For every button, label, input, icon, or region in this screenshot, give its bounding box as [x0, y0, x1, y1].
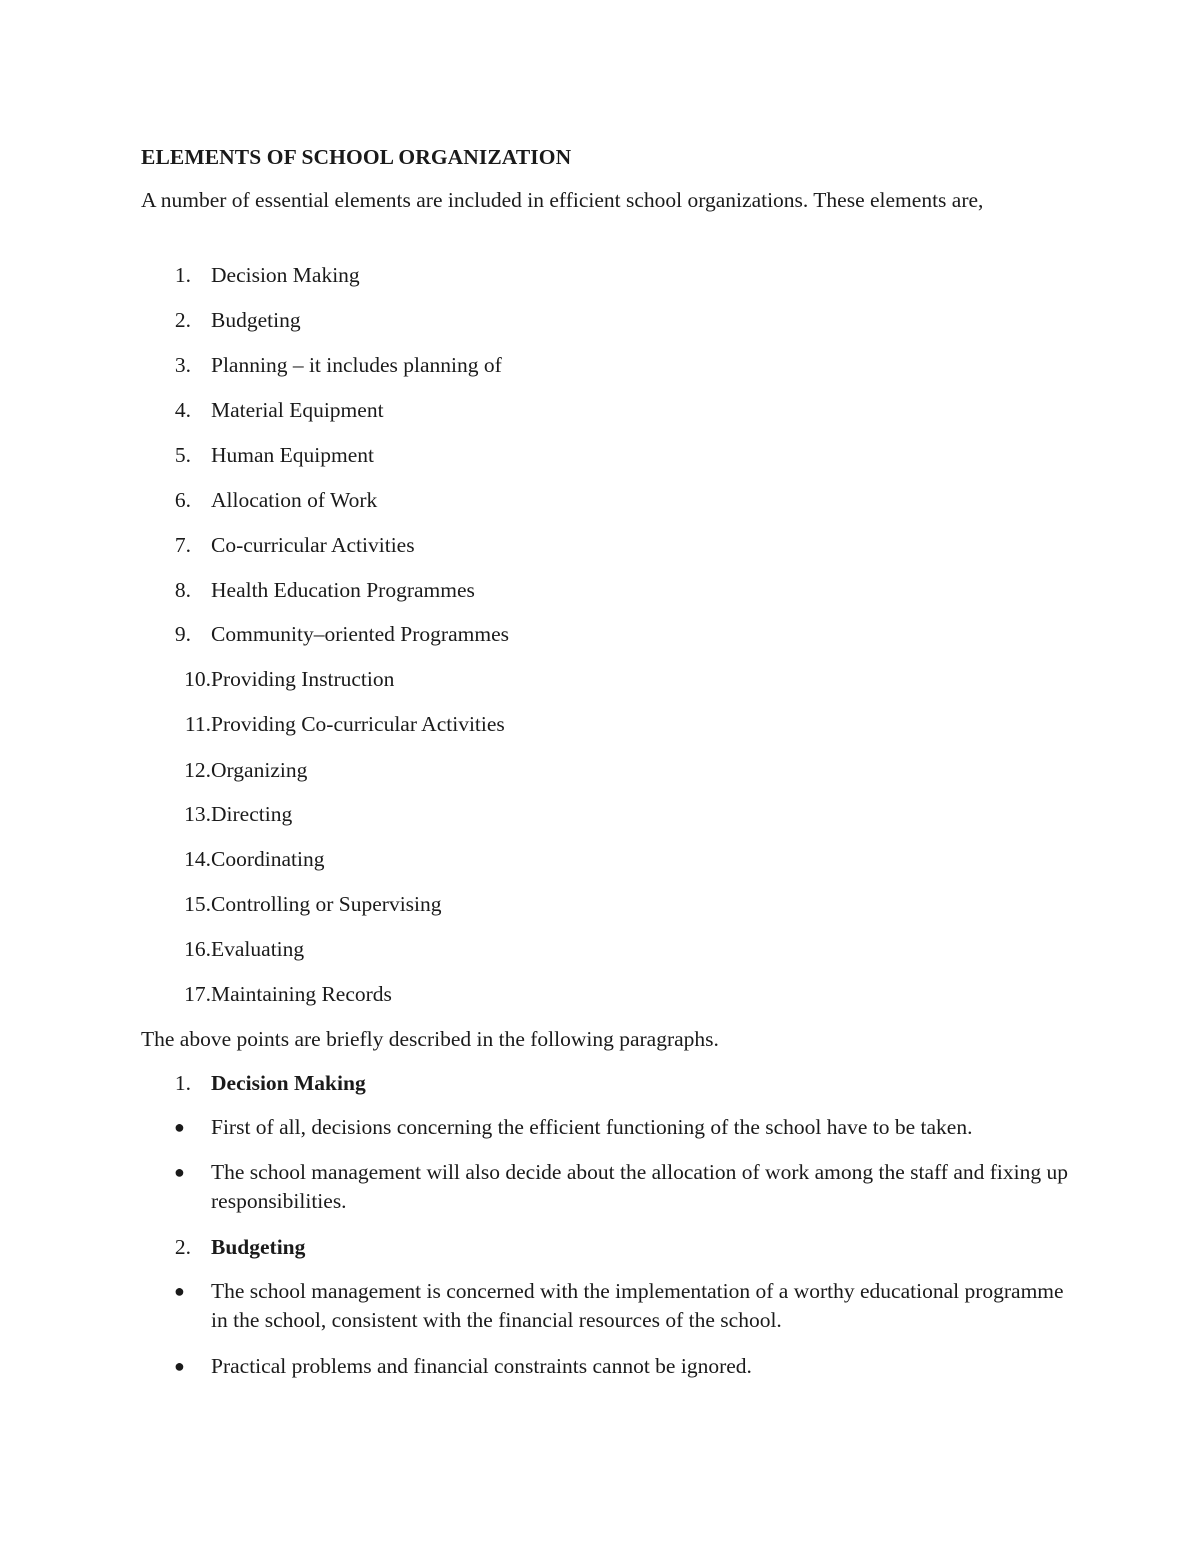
- list-number: 5.: [174, 443, 191, 467]
- list-item: [141, 261, 360, 289]
- list-label: Health Education Programmes: [211, 578, 475, 602]
- section-heading: [141, 1069, 366, 1097]
- bullet-text: Practical problems and financial constraints cannot be ignored.: [211, 1354, 752, 1378]
- list-label: Providing Instruction: [211, 667, 395, 691]
- list-label: Planning – it includes planning of: [211, 353, 502, 377]
- list-item: [141, 756, 307, 784]
- list-item: [141, 980, 392, 1008]
- list-item: [141, 576, 475, 604]
- list-number: 2.: [174, 308, 191, 332]
- list-number: 12.: [184, 758, 211, 782]
- section-title: Decision Making: [211, 1071, 366, 1095]
- list-item: [141, 396, 384, 424]
- list-number: 11.: [184, 712, 211, 736]
- bullet-icon: ●: [174, 1281, 185, 1301]
- list-label: Material Equipment: [211, 398, 384, 422]
- bullet-item: [141, 1158, 1071, 1216]
- list-label: Decision Making: [211, 263, 360, 287]
- list-number: 13.: [184, 802, 211, 826]
- list-number: 16.: [184, 937, 211, 961]
- bullet-icon: ●: [174, 1356, 185, 1376]
- list-label: Co-curricular Activities: [211, 533, 415, 557]
- section-heading: [141, 1233, 305, 1261]
- list-item: [141, 351, 502, 379]
- document-title: ELEMENTS OF SCHOOL ORGANIZATION: [141, 145, 572, 169]
- list-item: [141, 486, 377, 514]
- section-title: Budgeting: [211, 1235, 306, 1259]
- list-label: Maintaining Records: [211, 982, 392, 1006]
- list-label: Budgeting: [211, 308, 301, 332]
- list-number: 17.: [184, 982, 211, 1006]
- list-label: Coordinating: [211, 847, 325, 871]
- list-number: 6.: [174, 488, 191, 512]
- section-number: 2.: [174, 1235, 191, 1259]
- bullet-item: [141, 1352, 1071, 1381]
- intro-paragraph: A number of essential elements are included in efficient school organizations. These elements are,: [141, 188, 984, 212]
- list-item: [141, 935, 304, 963]
- bullet-text: The school management will also decide about the allocation of work among the staff and fixing up responsibilities.: [211, 1160, 1068, 1213]
- list-number: 15.: [184, 892, 211, 916]
- list-label: Community–oriented Programmes: [211, 622, 509, 646]
- list-item: [141, 890, 442, 918]
- summary-paragraph: The above points are briefly described in the following paragraphs.: [141, 1027, 719, 1051]
- list-item: [141, 531, 415, 559]
- list-item: [141, 665, 394, 693]
- list-label: Human Equipment: [211, 443, 375, 467]
- list-number: 10.: [184, 667, 211, 691]
- bullet-item: [141, 1277, 1071, 1335]
- list-number: 14.: [184, 847, 211, 871]
- bullet-item: [141, 1113, 1071, 1142]
- list-item: [141, 845, 324, 873]
- list-item: [141, 800, 292, 828]
- bullet-text: First of all, decisions concerning the efficient functioning of the school have to be taken.: [211, 1115, 973, 1139]
- bullet-icon: ●: [174, 1117, 185, 1137]
- list-number: 4.: [174, 398, 191, 422]
- list-number: 3.: [174, 353, 191, 377]
- list-label: Organizing: [211, 758, 308, 782]
- list-item: [141, 710, 505, 738]
- list-item: [141, 306, 301, 334]
- list-label: Evaluating: [211, 937, 305, 961]
- section-number: 1.: [174, 1071, 191, 1095]
- list-number: 8.: [174, 578, 191, 602]
- list-label: Controlling or Supervising: [211, 892, 442, 916]
- list-number: 9.: [174, 622, 191, 646]
- list-label: Providing Co-curricular Activities: [211, 712, 505, 736]
- bullet-icon: ●: [174, 1162, 185, 1182]
- list-item: [141, 441, 374, 469]
- bullet-text: The school management is concerned with the implementation of a worthy educational programme in the school, consistent with the financial resources of the school.: [211, 1279, 1064, 1332]
- list-label: Allocation of Work: [211, 488, 378, 512]
- list-label: Directing: [211, 802, 293, 826]
- list-number: 1.: [174, 263, 191, 287]
- list-number: 7.: [174, 533, 191, 557]
- list-item: [141, 620, 509, 648]
